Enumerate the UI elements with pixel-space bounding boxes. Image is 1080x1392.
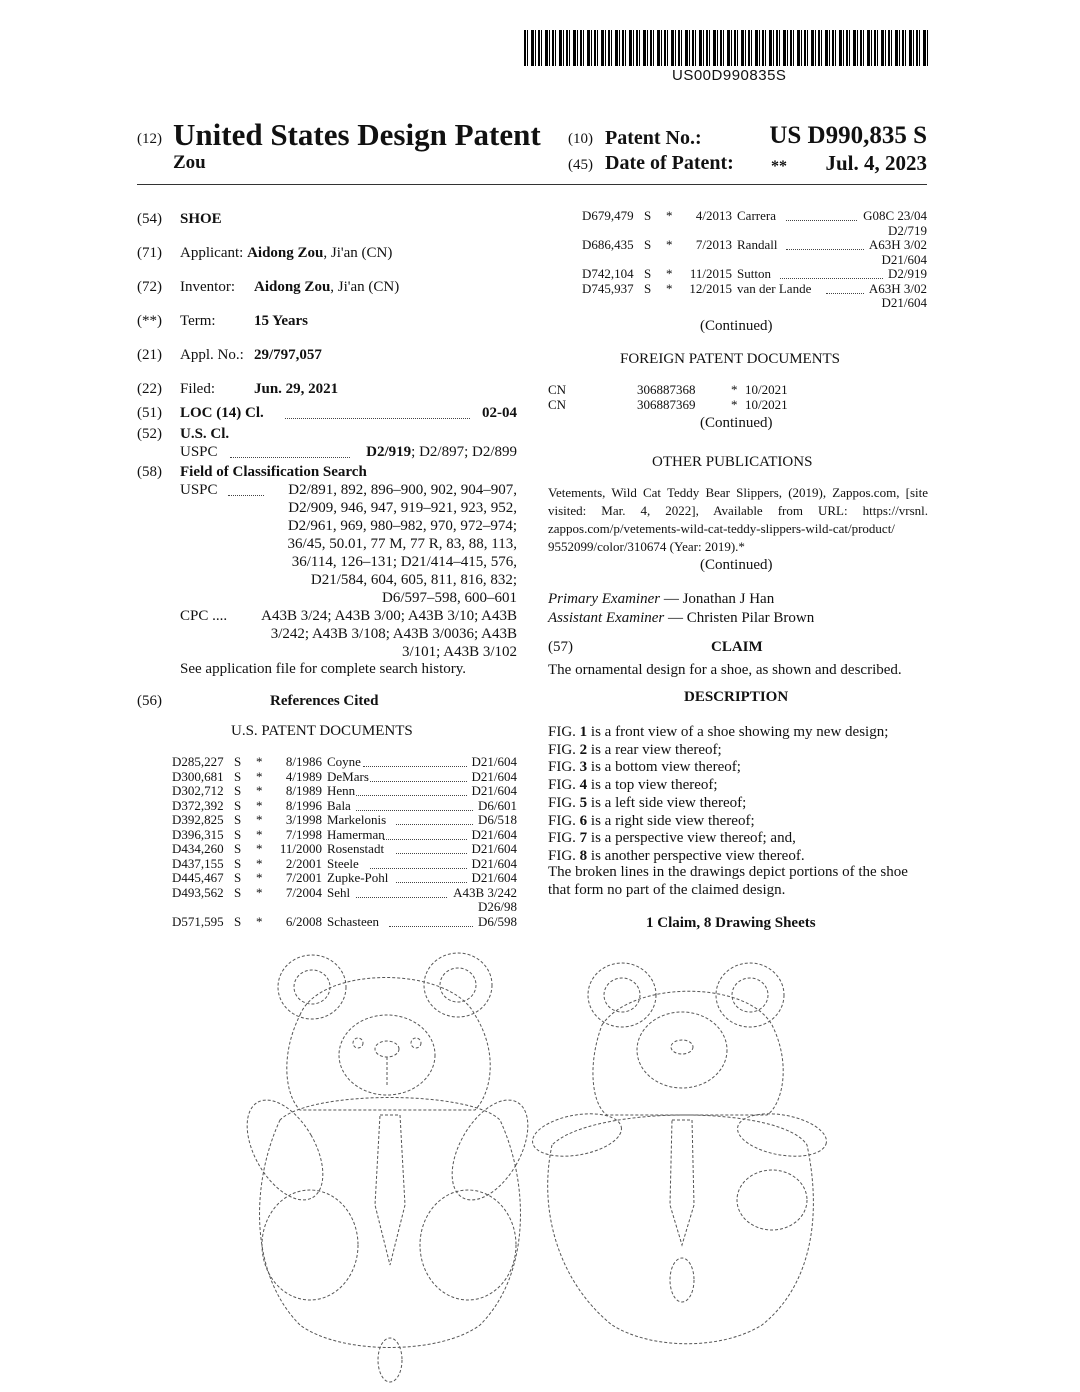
figure-number: 3 xyxy=(579,759,588,776)
primary-examiner-name: — Jonathan J Han xyxy=(663,591,775,607)
figure-description xyxy=(548,830,796,847)
reference-star: * xyxy=(256,783,263,798)
inventor-name: Aidong Zou xyxy=(254,279,331,295)
continued-1: (Continued) xyxy=(700,318,773,334)
search-cpc-line: A43B 3/24; A43B 3/00; A43B 3/10; A43B xyxy=(261,608,517,624)
reference-date: 8/1996 xyxy=(285,797,322,813)
other-publications-heading: OTHER PUBLICATIONS xyxy=(652,454,813,470)
search-uspc-dots xyxy=(228,495,264,496)
search-uspc-line: D2/891, 892, 896–900, 902, 904–907, xyxy=(288,482,517,498)
reference-class: D21/604 xyxy=(471,754,517,769)
reference-class: A63H 3/02 xyxy=(868,237,927,252)
reference-kind: S xyxy=(234,754,242,769)
reference-star: * xyxy=(666,280,673,296)
reference-class: D21/604 xyxy=(471,870,517,885)
field-56-number: (56) xyxy=(137,693,162,709)
reference-name: Schasteen xyxy=(327,913,379,929)
figure-number: 1 xyxy=(579,724,588,740)
figure-text: is a rear view thereof; xyxy=(587,741,722,758)
continued-2: (Continued) xyxy=(700,415,773,431)
field-72-number: (72) xyxy=(137,279,162,295)
appl-no-value: 29/797,057 xyxy=(254,347,322,363)
search-uspc-line: D2/909, 946, 947, 919–921, 923, 952, xyxy=(288,500,517,516)
search-uspc-line: D2/961, 969, 980–982, 970, 972–974; xyxy=(287,518,517,534)
field-51-number: (51) xyxy=(137,405,162,421)
field-71-number: (71) xyxy=(137,245,162,261)
reference-class: D6/518 xyxy=(478,812,517,827)
figure-prefix: FIG. xyxy=(548,759,580,776)
reference-date: 4/2013 xyxy=(695,208,732,223)
reference-name: Sutton xyxy=(737,266,771,281)
reference-number: D372,392 xyxy=(172,797,224,813)
figure-number: 7 xyxy=(579,830,588,847)
figure-description xyxy=(548,724,888,741)
barcode xyxy=(524,30,930,66)
claim-heading: CLAIM xyxy=(711,639,763,655)
inventor-label: Inventor: xyxy=(180,279,235,295)
reference-dots xyxy=(396,882,467,883)
reference-number: D571,595 xyxy=(172,913,224,929)
applicant-line xyxy=(180,245,392,262)
search-cpc-label: CPC .... xyxy=(180,608,228,624)
figure-description xyxy=(548,742,722,759)
reference-name: Bala xyxy=(327,797,351,813)
inventor-line xyxy=(254,279,399,296)
figure-description xyxy=(548,813,755,830)
figure-prefix: FIG. xyxy=(548,847,580,864)
reference-number: D745,937 xyxy=(582,280,634,296)
assistant-examiner-label: Assistant Examiner xyxy=(548,610,665,626)
field-of-search-label: Field of Classification Search xyxy=(180,464,367,480)
reference-name: Coyne xyxy=(327,754,361,769)
reference-name: Sehl xyxy=(327,884,351,900)
reference-number: D396,315 xyxy=(172,826,224,842)
figure-text: is a bottom view thereof; xyxy=(587,759,741,776)
reference-class: D21/604 xyxy=(471,768,517,784)
foreign-number: 306887368 xyxy=(637,382,696,397)
reference-dots xyxy=(363,766,467,767)
reference-star: * xyxy=(256,855,263,871)
reference-name: Henn xyxy=(327,783,356,798)
reference-number: D679,479 xyxy=(582,208,634,223)
reference-class: D21/604 xyxy=(471,855,517,871)
reference-kind: S xyxy=(234,855,242,871)
reference-name: Zupke-Pohl xyxy=(327,870,389,885)
reference-dots xyxy=(370,781,467,782)
reference-name: Hamerman xyxy=(327,826,385,842)
reference-class: D21/604 xyxy=(471,826,517,842)
term-label: Term: xyxy=(180,313,216,329)
continued-3: (Continued) xyxy=(700,557,773,573)
figure-text: is a top view thereof; xyxy=(587,777,718,794)
figure-text: is a perspective view thereof; and, xyxy=(587,830,796,847)
description-heading: DESCRIPTION xyxy=(684,689,789,705)
figure-text: is another perspective view thereof. xyxy=(587,847,805,864)
reference-star: * xyxy=(256,870,263,885)
search-uspc-line: D21/584, 604, 605, 811, 816, 832; xyxy=(310,572,517,588)
figure-number: 6 xyxy=(579,812,588,829)
claim-text: The ornamental design for a shoe, as shown and described. xyxy=(548,662,902,678)
search-cpc-line: 3/242; A43B 3/108; A43B 3/0036; A43B xyxy=(270,626,517,642)
inventor-short: Zou xyxy=(173,152,206,173)
reference-star: * xyxy=(256,812,263,827)
reference-class-secondary: D26/98 xyxy=(478,899,517,914)
reference-kind: S xyxy=(234,783,242,798)
reference-date: 2/2001 xyxy=(285,855,322,871)
reference-kind: S xyxy=(234,826,242,842)
reference-number: D392,825 xyxy=(172,812,224,827)
reference-dots xyxy=(383,839,467,840)
reference-star: * xyxy=(256,768,263,784)
filed-label: Filed: xyxy=(180,381,216,397)
broken-lines-note-2: that form no part of the claimed design. xyxy=(548,882,786,898)
reference-star: * xyxy=(666,237,673,252)
reference-date: 11/2000 xyxy=(279,841,322,856)
reference-dots xyxy=(356,795,466,796)
foreign-star: * xyxy=(731,382,738,397)
figure-text: is a front view of a shoe showing my new design; xyxy=(587,724,889,740)
foreign-country: CN xyxy=(548,382,567,397)
figure-text: is a left side view thereof; xyxy=(587,794,747,811)
field-58-number: (58) xyxy=(137,464,162,480)
us-cl-uspc: USPC xyxy=(180,444,218,460)
us-cl-secondary: ; D2/897; D2/899 xyxy=(411,444,517,460)
figure-description xyxy=(548,777,718,794)
reference-date: 11/2015 xyxy=(689,266,732,281)
title-shoe: SHOE xyxy=(180,211,222,227)
reference-kind: S xyxy=(234,812,242,827)
figure-description xyxy=(548,848,805,865)
document-title: United States Design Patent xyxy=(173,117,541,152)
field-57-number: (57) xyxy=(548,639,573,655)
primary-examiner-label: Primary Examiner xyxy=(548,591,661,607)
reference-name: DeMars xyxy=(327,768,369,784)
date-stars: ** xyxy=(771,158,787,175)
applicant-label: Applicant: xyxy=(180,245,244,261)
header-rule xyxy=(137,184,927,185)
us-patent-docs-heading: U.S. PATENT DOCUMENTS xyxy=(231,723,413,739)
figure-prefix: FIG. xyxy=(548,777,580,794)
field-21-number: (21) xyxy=(137,347,162,363)
reference-dots xyxy=(396,853,467,854)
reference-dots xyxy=(786,220,857,221)
header-num-12: (12) xyxy=(137,131,162,147)
reference-date: 7/2001 xyxy=(285,870,322,885)
inventor-location: , Ji'an (CN) xyxy=(330,279,400,295)
loc-dots xyxy=(285,418,470,419)
foreign-number: 306887369 xyxy=(637,396,696,412)
reference-star: * xyxy=(256,841,263,856)
reference-date: 7/2004 xyxy=(285,884,322,900)
reference-number: D742,104 xyxy=(582,266,634,281)
reference-number: D493,562 xyxy=(172,884,224,900)
reference-name: Rosenstadt xyxy=(327,841,385,856)
loc-value: 02-04 xyxy=(482,405,517,421)
reference-class: D21/604 xyxy=(471,783,517,798)
search-uspc-line: D6/597–598, 600–601 xyxy=(382,590,517,606)
reference-dots xyxy=(356,810,473,811)
reference-kind: S xyxy=(234,797,242,813)
reference-number: D285,227 xyxy=(172,754,224,769)
date-label: Date of Patent: xyxy=(605,152,734,174)
reference-date: 7/2013 xyxy=(695,237,732,252)
reference-dots xyxy=(780,278,884,279)
search-cpc-line: 3/101; A43B 3/102 xyxy=(401,644,517,660)
reference-dots xyxy=(396,824,473,825)
assistant-examiner-line xyxy=(548,610,814,627)
figure-prefix: FIG. xyxy=(548,794,580,811)
us-cl-label: U.S. Cl. xyxy=(180,426,230,442)
reference-number: D437,155 xyxy=(172,855,224,871)
reference-dots xyxy=(826,293,864,294)
reference-class-secondary: D21/604 xyxy=(881,251,927,267)
foreign-date: 10/2021 xyxy=(745,382,788,397)
search-uspc-line: 36/114, 126–131; D21/414–415, 576, xyxy=(291,554,517,570)
foreign-date: 10/2021 xyxy=(745,396,788,412)
reference-kind: S xyxy=(644,280,652,296)
reference-kind: S xyxy=(644,266,652,281)
patent-no-label: Patent No.: xyxy=(605,127,702,149)
references-cited-heading: References Cited xyxy=(270,693,379,709)
barcode-number: US00D990835S xyxy=(672,67,787,84)
reference-kind: S xyxy=(644,208,652,223)
reference-class: D6/598 xyxy=(478,913,517,929)
reference-star: * xyxy=(256,754,263,769)
figure-number: 5 xyxy=(579,794,588,811)
reference-date: 8/1986 xyxy=(285,754,322,769)
reference-class: A63H 3/02 xyxy=(868,280,927,296)
figure-number: 8 xyxy=(579,847,588,864)
reference-kind: S xyxy=(234,870,242,885)
reference-kind: S xyxy=(234,841,242,856)
reference-number: D686,435 xyxy=(582,237,634,252)
reference-class: D2/919 xyxy=(888,266,927,281)
reference-number: D300,681 xyxy=(172,768,224,784)
header-num-10: (10) xyxy=(568,131,593,147)
reference-kind: S xyxy=(234,768,242,784)
broken-lines-note-1: The broken lines in the drawings depict portions of the shoe xyxy=(548,864,908,880)
reference-date: 12/2015 xyxy=(689,280,732,296)
reference-kind: S xyxy=(234,913,242,929)
reference-name: Randall xyxy=(737,237,778,252)
reference-kind: S xyxy=(234,884,242,900)
reference-number: D445,467 xyxy=(172,870,224,885)
figure-prefix: FIG. xyxy=(548,741,580,758)
reference-class-secondary: D2/719 xyxy=(888,222,927,238)
reference-star: * xyxy=(256,913,263,929)
claims-summary: 1 Claim, 8 Drawing Sheets xyxy=(646,915,816,931)
reference-name: Steele xyxy=(327,855,359,871)
field-52-number: (52) xyxy=(137,426,162,442)
us-cl-value xyxy=(366,444,517,461)
figure-description xyxy=(548,795,746,812)
foreign-docs-heading: FOREIGN PATENT DOCUMENTS xyxy=(620,351,841,367)
assistant-examiner-name: — Christen Pilar Brown xyxy=(668,610,815,626)
reference-date: 3/1998 xyxy=(285,812,322,827)
reference-star: * xyxy=(256,884,263,900)
reference-name: van der Lande xyxy=(737,280,812,296)
patent-number: US D990,835 S xyxy=(769,122,927,149)
term-value: 15 Years xyxy=(254,313,309,329)
reference-class: D21/604 xyxy=(471,841,517,856)
reference-star: * xyxy=(256,797,263,813)
field-term-number: (**) xyxy=(137,313,162,329)
applicant-location: , Ji'an (CN) xyxy=(323,245,393,261)
reference-dots xyxy=(370,868,467,869)
us-cl-dots xyxy=(230,457,350,458)
reference-date: 8/1989 xyxy=(285,783,322,798)
reference-class: G08C 23/04 xyxy=(863,208,927,223)
figure-prefix: FIG. xyxy=(548,830,580,847)
filed-value: Jun. 29, 2021 xyxy=(254,381,339,397)
reference-star: * xyxy=(256,826,263,842)
reference-number: D302,712 xyxy=(172,783,224,798)
figure-number: 4 xyxy=(579,777,588,794)
reference-class: A43B 3/242 xyxy=(453,884,517,900)
applicant-name: Aidong Zou xyxy=(247,245,324,261)
reference-date: 6/2008 xyxy=(285,913,322,929)
figure-prefix: FIG. xyxy=(548,724,580,740)
reference-name: Carrera xyxy=(737,208,776,223)
figure-text: is a right side view thereof; xyxy=(587,812,755,829)
figure-description xyxy=(548,759,741,776)
reference-class-secondary: D21/604 xyxy=(881,295,927,310)
reference-star: * xyxy=(666,208,673,223)
reference-dots xyxy=(356,897,447,898)
shoe-front-view-drawing xyxy=(240,945,540,1385)
other-publication-text: Vetements, Wild Cat Teddy Bear Slippers, (2019), Zappos.com, [site visited: Mar. 4, 2022], Available from URL: https://vrsnl. zappos.com/p/vetements-wild-cat-teddy-slippers-wild-cat/product/ 9552099/color/310674 (Year: 2019).* xyxy=(548,485,928,554)
reference-star: * xyxy=(666,266,673,281)
reference-name: Markelonis xyxy=(327,812,387,827)
header-num-45: (45) xyxy=(568,157,593,173)
foreign-country: CN xyxy=(548,396,567,412)
reference-kind: S xyxy=(644,237,652,252)
field-54-number: (54) xyxy=(137,211,162,227)
shoe-rear-view-drawing xyxy=(532,955,832,1385)
reference-dots xyxy=(389,926,473,927)
field-22-number: (22) xyxy=(137,381,162,397)
us-cl-primary: D2/919 xyxy=(366,444,412,460)
patent-date: Jul. 4, 2023 xyxy=(825,151,927,175)
foreign-star: * xyxy=(731,396,738,412)
loc-label: LOC (14) Cl. xyxy=(180,405,264,421)
figure-number: 2 xyxy=(579,741,588,758)
appl-no-label: Appl. No.: xyxy=(180,347,244,363)
figure-prefix: FIG. xyxy=(548,812,580,829)
reference-number: D434,260 xyxy=(172,841,224,856)
search-history-note: See application file for complete search history. xyxy=(180,661,467,677)
search-uspc-line: 36/45, 50.01, 77 M, 77 R, 83, 88, 113, xyxy=(287,536,517,552)
search-uspc-label: USPC xyxy=(180,482,218,498)
reference-class: D6/601 xyxy=(478,797,517,813)
reference-date: 4/1989 xyxy=(285,768,322,784)
reference-dots xyxy=(786,249,863,250)
reference-date: 7/1998 xyxy=(285,826,322,842)
primary-examiner-line xyxy=(548,591,774,608)
